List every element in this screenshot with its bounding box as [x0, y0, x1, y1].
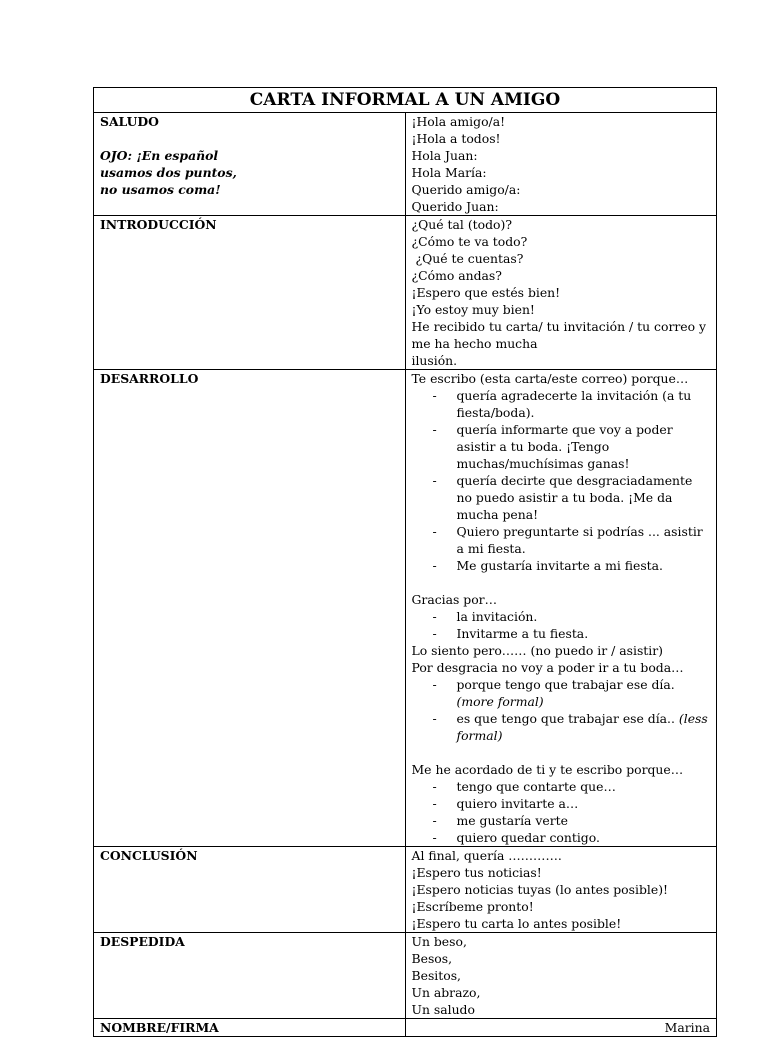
row-firma [94, 1019, 717, 1037]
list-item: - quiero invitarte a… [433, 795, 711, 812]
row-desarrollo [94, 370, 717, 847]
content-desarrollo [405, 370, 717, 847]
title-row [94, 88, 717, 113]
label-cell-saludo [94, 113, 406, 216]
text-line: Besos, [411, 951, 453, 966]
list-item: - tengo que contarte que… [433, 778, 711, 795]
row-conclusion [94, 847, 717, 933]
content-saludo [405, 113, 717, 216]
text-line: ¡Espero tu carta lo antes posible! [411, 916, 622, 931]
content-introduccion [405, 216, 717, 370]
label-firma: NOMBRE/FIRMA [94, 1019, 406, 1037]
label-introduccion: INTRODUCCIÓN [94, 216, 406, 370]
text-line: ¿Qué tal (todo)? [411, 217, 512, 232]
text-line: Te escribo (esta carta/este correo) porque… [411, 371, 689, 386]
spacer [412, 744, 711, 761]
content-despedida [405, 933, 717, 1019]
text-line: Me he acordado de ti y te escribo porque… [411, 762, 684, 777]
label-conclusion: CONCLUSIÓN [94, 847, 406, 933]
list-item: - quería informarte que voy a poder asistir a tu boda. ¡Tengo muchas/muchísimas ganas! [433, 421, 711, 472]
list-item: - Me gustaría invitarte a mi fiesta. [433, 557, 711, 574]
saludo-note-line: OJO: ¡En español [100, 148, 219, 163]
list-item: - me gustaría verte [433, 812, 711, 829]
text-line: Un beso, [411, 934, 467, 949]
row-introduccion [94, 216, 717, 370]
text-line: ¡Hola a todos! [411, 131, 501, 146]
text-line: ¡Hola amigo/a! [411, 114, 506, 129]
text-line: Un saludo [411, 1002, 475, 1017]
list-item: - Quiero preguntarte si podrías ... asistir a mi fiesta. [433, 523, 711, 557]
text-line: ilusión. [411, 353, 458, 368]
text-line: Hola María: [411, 165, 487, 180]
content-conclusion [405, 847, 717, 933]
text-line: Querido Juan: [411, 199, 499, 214]
list-item: - quería decirte que desgraciadamente no puedo asistir a tu boda. ¡Me da mucha pena! [433, 472, 711, 523]
text-line: He recibido tu carta/ tu invitación / tu correo y me ha hecho mucha [411, 319, 710, 351]
dash-list [412, 608, 711, 642]
text-line: ¡Espero noticias tuyas (lo antes posible)! [411, 882, 669, 897]
label-saludo: SALUDO [100, 114, 159, 129]
text-line: Un abrazo, [411, 985, 481, 1000]
row-saludo [94, 113, 717, 216]
list-item: - la invitación. [433, 608, 711, 625]
spacer [412, 574, 711, 591]
text-line: ¡Espero tus noticias! [411, 865, 542, 880]
register-note: (less formal) [456, 711, 708, 743]
text-line: Al final, quería …………. [411, 848, 562, 863]
list-item: - Invitarme a tu fiesta. [433, 625, 711, 642]
text-line: ¡Espero que estés bien! [411, 285, 561, 300]
spacer [100, 130, 399, 147]
list-item: - quería agradecerte la invitación (a tu fiesta/boda). [433, 387, 711, 421]
text-line: ¿Qué te cuentas? [411, 251, 524, 266]
label-desarrollo: DESARROLLO [94, 370, 406, 847]
register-note: (more formal) [456, 694, 544, 709]
list-item [433, 710, 711, 744]
text-line: ¡Yo estoy muy bien! [411, 302, 535, 317]
dash-list [412, 387, 711, 574]
text-line: Besitos, [411, 968, 461, 983]
list-item-text: porque tengo que trabajar ese día. [456, 677, 675, 692]
saludo-note-line: usamos dos puntos, [100, 165, 237, 180]
label-despedida: DESPEDIDA [94, 933, 406, 1019]
list-item-text: es que tengo que trabajar ese día.. [456, 711, 679, 726]
dash-list [412, 778, 711, 846]
document-title: CARTA INFORMAL A UN AMIGO [94, 88, 717, 113]
row-despedida [94, 933, 717, 1019]
signature-name: Marina [405, 1019, 717, 1037]
text-line: Gracias por… [411, 592, 498, 607]
text-line: Hola Juan: [411, 148, 478, 163]
letter-template-table [93, 87, 717, 1037]
text-line: ¡Escríbeme pronto! [411, 899, 534, 914]
list-item: - quiero quedar contigo. [433, 829, 711, 846]
text-line: Lo siento pero…… (no puedo ir / asistir) [411, 643, 663, 658]
text-line: ¿Cómo te va todo? [411, 234, 528, 249]
list-item [433, 676, 711, 710]
saludo-note-line: no usamos coma! [100, 182, 221, 197]
text-line: Por desgracia no voy a poder ir a tu boda… [411, 660, 684, 675]
text-line: ¿Cómo andas? [411, 268, 502, 283]
text-line: Querido amigo/a: [411, 182, 521, 197]
dash-list [412, 676, 711, 744]
